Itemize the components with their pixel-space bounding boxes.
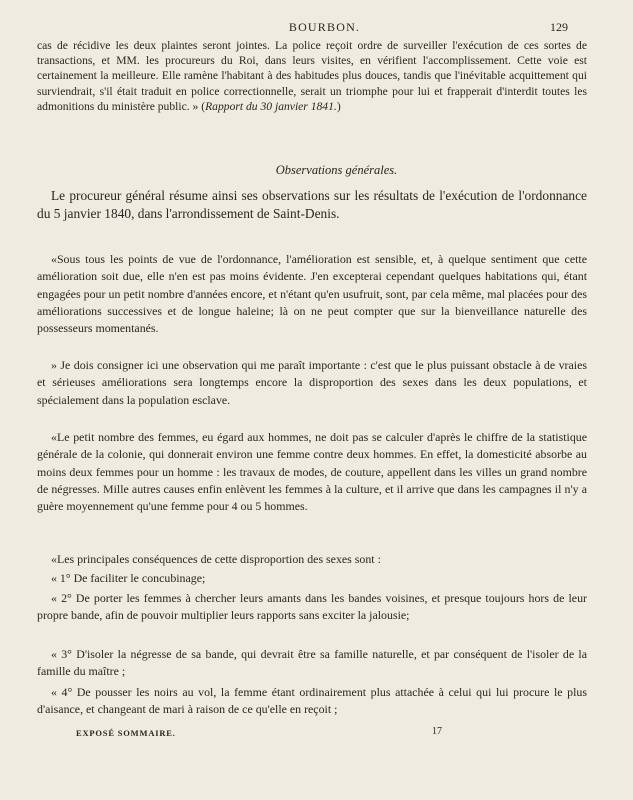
paragraph-2: » Je dois consigner ici une observation qui me paraît importante : c'est que le plus puissant obstacle à de vraies et sérieuses améliorations sera longtemps encore la disproportion des sexes dans les deux populations, et spécialement dans la population esclave. <box>37 358 587 407</box>
footer-sheet-number: 17 <box>432 726 442 737</box>
list-item-2: « 2° De porter les femmes à chercher leurs amants dans les bandes voisines, et presque toujours hors de leur propre bande, afin de pouvoir multiplier leurs rapports sans exciter la jalousie; <box>37 591 587 623</box>
top-paragraph <box>37 38 587 114</box>
section-heading: Observations générales. <box>275 163 398 177</box>
list-item-4: « 4° De pousser les noirs au vol, la femme étant ordinairement plus attachée à celui qui lui procure le plus d'aisance, et changeant de mari à raison de ce qu'elle en reçoit ; <box>37 685 587 717</box>
running-title: BOURBON. <box>288 20 361 34</box>
list-item-1: « 1° De faciliter le concubinage; <box>51 571 206 585</box>
top-paragraph-text: cas de récidive les deux plaintes seront jointes. La police reçoit ordre de surveiller l'exécution de ces sortes de transactions, et MM. les procureurs du Roi, dans leurs visites, en vérifient l'accomplissement. Cette voie est certainement la meilleure. Elle ramène l'habitant à des habitudes plus douces, tandis que l'inévitable acquittement qui surviendrait, s'il était traduit en police correctionnelle, serait un triomphe pour lui et frapperait d'interdit toutes les admonitions du ministère public. » ( <box>37 39 587 113</box>
paragraph-4: «Les principales conséquences de cette disproportion des sexes sont : <box>51 552 381 566</box>
list-item-3: « 3° D'isoler la négresse de sa bande, qui devrait être sa famille naturelle, et par conséquent de l'isoler de la famille du maître ; <box>37 647 587 679</box>
footer-signature: EXPOSÉ SOMMAIRE. <box>76 728 176 738</box>
citation-close: ) <box>336 99 341 113</box>
page-number: 129 <box>550 20 568 34</box>
intro-paragraph: Le procureur général résume ainsi ses observations sur les résultats de l'exécution de l'ordonnance du 5 janvier 1840, dans l'arrondissement de Saint-Denis. <box>37 188 587 221</box>
citation: Rapport du 30 janvier 1841. <box>205 99 337 113</box>
paragraph-3: «Le petit nombre des femmes, eu égard aux hommes, ne doit pas se calculer d'après le chiffre de la statistique générale de la colonie, qui donnerait environ une femme contre deux hommes. En effet, la domesticité absorbe au moins deux femmes pour un homme : les travaux de modes, de couture, appellent dans les villes un grand nombre de négresses. Mille autres causes enfin enlèvent les femmes à la culture, et il arrive que dans les campagnes il n'y a guère moyennement qu'une femme pour 4 ou 5 hommes. <box>37 430 587 514</box>
paragraph-1: «Sous tous les points de vue de l'ordonnance, l'amélioration est sensible, et, à quelque sentiment que cette amélioration soit due, elle n'en est pas moins évidente. J'en excepterai cependant quelques habitations qui, étant engagées pour un petit nombre d'années encore, et n'étant qu'en usufruit, sont, par cela même, mal placées pour des améliorations successives et de longue haleine; là on ne peut compter que sur la bienveillance naturelle des possesseurs momentanés. <box>37 252 587 336</box>
